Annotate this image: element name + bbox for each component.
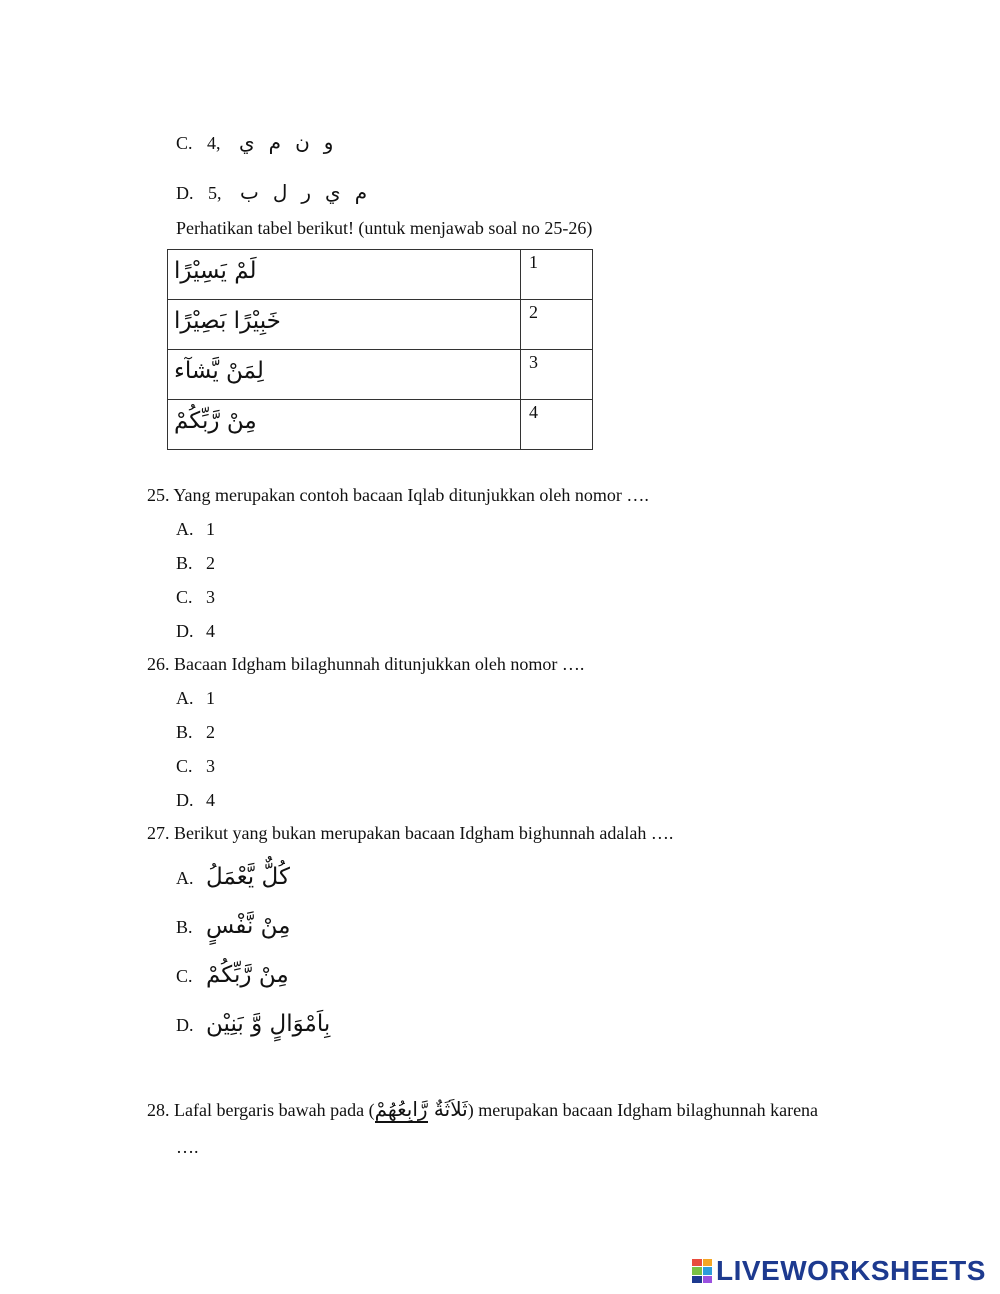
option-label: D. xyxy=(176,621,194,641)
table-row xyxy=(168,250,593,300)
liveworksheets-logo xyxy=(692,1255,986,1286)
arabic-letter: ل xyxy=(272,180,288,204)
arabic-letter: ب xyxy=(240,180,259,204)
option-label: C. xyxy=(176,966,193,986)
option-label: C. xyxy=(176,133,193,153)
q25-option-b[interactable] xyxy=(176,552,215,574)
question-28 xyxy=(147,1098,818,1121)
examples-table xyxy=(167,249,593,450)
prev-option-d xyxy=(176,181,367,204)
option-value: 3 xyxy=(206,587,215,607)
q26-option-b[interactable] xyxy=(176,721,215,743)
underlined-arabic-word: رَّابِعُهُمْ xyxy=(374,1097,428,1121)
q26-option-d[interactable] xyxy=(176,789,215,811)
option-arabic: كُلٌّ يَّعْمَلُ xyxy=(206,864,290,890)
arabic-phrase: خَبِيْرًا بَصِيْرًا xyxy=(174,308,281,334)
row-number: 3 xyxy=(521,350,593,400)
option-value: 4 xyxy=(206,621,215,641)
row-number: 4 xyxy=(521,400,593,450)
prev-option-c xyxy=(176,131,333,154)
arabic-letters xyxy=(225,130,333,154)
arabic-word: ثَلاَثَةٌ xyxy=(433,1097,468,1121)
question-text: ) merupakan bacaan Idgham bilaghunnah karena xyxy=(467,1100,819,1120)
q25-option-d[interactable] xyxy=(176,620,215,642)
q25-option-c[interactable] xyxy=(176,586,215,608)
q27-option-a[interactable] xyxy=(176,866,290,889)
table-row xyxy=(168,350,593,400)
option-label: A. xyxy=(176,519,194,539)
q25-option-a[interactable] xyxy=(176,518,215,540)
arabic-letter: م xyxy=(354,180,368,204)
option-arabic: بِاَمْوَالٍ وَّ بَنِيْن xyxy=(206,1011,331,1037)
option-value: 1 xyxy=(206,688,215,708)
arabic-phrase: لَمْ يَسِيْرًا xyxy=(174,258,257,284)
option-label: A. xyxy=(176,688,194,708)
question-28-continuation: …. xyxy=(176,1137,199,1157)
logo-text: LIVEWORKSHEETS xyxy=(716,1255,986,1286)
arabic-letter: ي xyxy=(325,180,341,204)
arabic-letters xyxy=(226,180,367,204)
question-25: 25. Yang merupakan contoh bacaan Iqlab ditunjukkan oleh nomor …. xyxy=(147,485,649,505)
q26-option-a[interactable] xyxy=(176,687,215,709)
q27-option-b[interactable] xyxy=(176,915,291,938)
question-26: 26. Bacaan Idgham bilaghunnah ditunjukkan oleh nomor …. xyxy=(147,654,585,674)
row-number: 1 xyxy=(521,250,593,300)
question-27: 27. Berikut yang bukan merupakan bacaan Idgham bighunnah adalah …. xyxy=(147,823,674,843)
option-label: C. xyxy=(176,587,193,607)
option-value: 4 xyxy=(206,790,215,810)
option-value: 2 xyxy=(206,722,215,742)
row-number: 2 xyxy=(521,300,593,350)
option-arabic: مِنْ نَّفْسٍ xyxy=(206,913,291,939)
arabic-letter: و xyxy=(323,130,334,154)
arabic-letter: م xyxy=(268,130,282,154)
option-value: 3 xyxy=(206,756,215,776)
q26-option-c[interactable] xyxy=(176,755,215,777)
arabic-phrase: مِنْ رَّبِّكُمْ xyxy=(174,408,257,434)
option-number: 5, xyxy=(208,183,222,203)
arabic-letter: ر xyxy=(301,180,312,204)
option-label: D. xyxy=(176,183,194,203)
q27-option-d[interactable] xyxy=(176,1013,330,1036)
question-text: 28. Lafal bergaris bawah pada ( xyxy=(147,1100,375,1120)
option-value: 1 xyxy=(206,519,215,539)
arabic-letter: ي xyxy=(239,130,255,154)
option-label: D. xyxy=(176,1015,194,1035)
q27-option-c[interactable] xyxy=(176,964,289,987)
option-label: B. xyxy=(176,722,193,742)
arabic-letter: ن xyxy=(295,130,310,154)
arabic-phrase xyxy=(375,1097,468,1123)
option-label: B. xyxy=(176,917,193,937)
option-value: 2 xyxy=(206,553,215,573)
arabic-phrase: لِمَنْ يَّشآء xyxy=(174,358,264,384)
logo-icon xyxy=(692,1259,712,1283)
table-row xyxy=(168,400,593,450)
option-label: D. xyxy=(176,790,194,810)
table-intro: Perhatikan tabel berikut! (untuk menjawab soal no 25-26) xyxy=(176,218,593,238)
option-arabic: مِنْ رَّبِّكُمْ xyxy=(206,962,289,988)
option-number: 4, xyxy=(207,133,221,153)
table-row xyxy=(168,300,593,350)
option-label: A. xyxy=(176,868,194,888)
option-label: B. xyxy=(176,553,193,573)
option-label: C. xyxy=(176,756,193,776)
